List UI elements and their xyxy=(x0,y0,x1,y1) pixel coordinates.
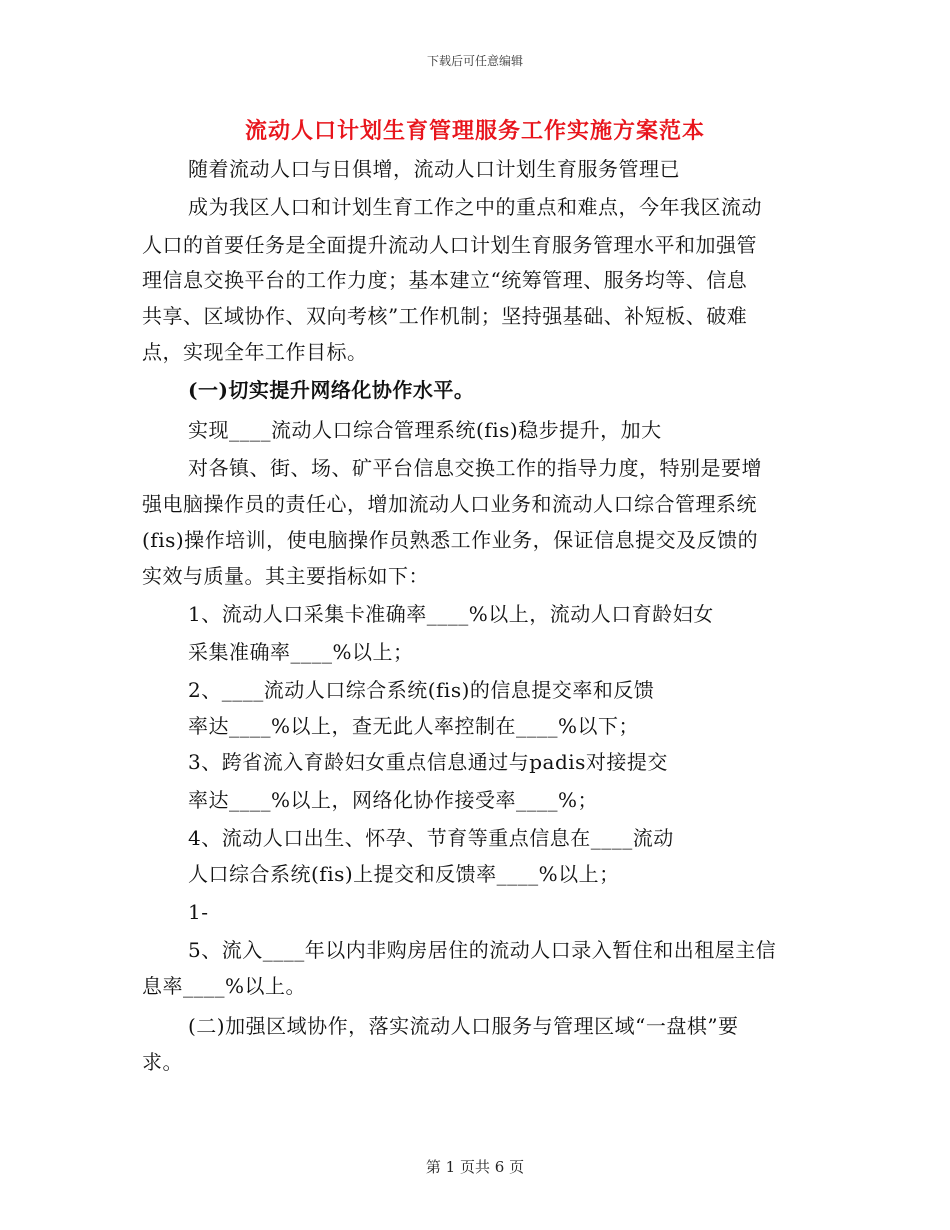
paragraph-line: 理信息交换平台的工作力度；基本建立“统筹管理、服务均等、信息 xyxy=(142,268,748,292)
paragraph-line: 实效与质量。其主要指标如下： xyxy=(142,564,429,588)
paragraph-line: 强电脑操作员的责任心，增加流动人口业务和流动人口综合管理系统 xyxy=(142,492,757,516)
list-item: 3、跨省流入育龄妇女重点信息通过与padis对接提交 xyxy=(188,750,668,774)
section-heading: (一)切实提升网络化协作水平。 xyxy=(188,378,475,402)
paragraph-line: 求。 xyxy=(142,1050,183,1074)
paragraph-line: 对各镇、街、场、矿平台信息交换工作的指导力度，特别是要增 xyxy=(188,456,762,480)
document-title: 流动人口计划生育管理服务工作实施方案范本 xyxy=(244,118,705,144)
list-item: 1、流动人口采集卡准确率____%以上，流动人口育龄妇女 xyxy=(188,602,714,626)
list-item: 2、____流动人口综合系统(fis)的信息提交率和反馈 xyxy=(188,678,655,702)
paragraph-line: 随着流动人口与日俱增，流动人口计划生育服务管理已 xyxy=(188,157,680,181)
list-item-continuation: 采集准确率____%以上； xyxy=(188,640,414,664)
list-item-continuation: 率达____%以上，查无此人率控制在____%以下； xyxy=(188,714,640,738)
list-item: 4、流动人口出生、怀孕、节育等重点信息在____流动 xyxy=(188,826,674,850)
page-footer: 第 1 页共 6 页 xyxy=(425,1158,525,1176)
section-heading: (二)加强区域协作，落实流动人口服务与管理区域“一盘棋”要 xyxy=(188,1014,739,1038)
paragraph-line: 人口的首要任务是全面提升流动人口计划生育服务管理水平和加强管 xyxy=(142,233,757,257)
list-item-continuation: 人口综合系统(fis)上提交和反馈率____%以上； xyxy=(188,862,620,886)
list-item-continuation: 率达____%以上，网络化协作接受率____%； xyxy=(188,788,599,812)
list-item-continuation: 息率____%以上。 xyxy=(142,974,307,998)
paragraph-line: 成为我区人口和计划生育工作之中的重点和难点，今年我区流动 xyxy=(188,195,762,219)
paragraph-line: 点，实现全年工作目标。 xyxy=(142,340,368,364)
paragraph-line: 实现____流动人口综合管理系统(fis)稳步提升，加大 xyxy=(188,418,662,442)
list-item: 5、流入____年以内非购房居住的流动人口录入暂住和出租屋主信 xyxy=(188,938,777,962)
page-marker: 1- xyxy=(188,900,209,924)
page-header: 下载后可任意编辑 xyxy=(426,54,523,68)
paragraph-line: 共享、区域协作、双向考核”工作机制；坚持强基础、补短板、破难 xyxy=(142,304,748,328)
paragraph-line: (fis)操作培训，使电脑操作员熟悉工作业务，保证信息提交及反馈的 xyxy=(142,528,759,552)
